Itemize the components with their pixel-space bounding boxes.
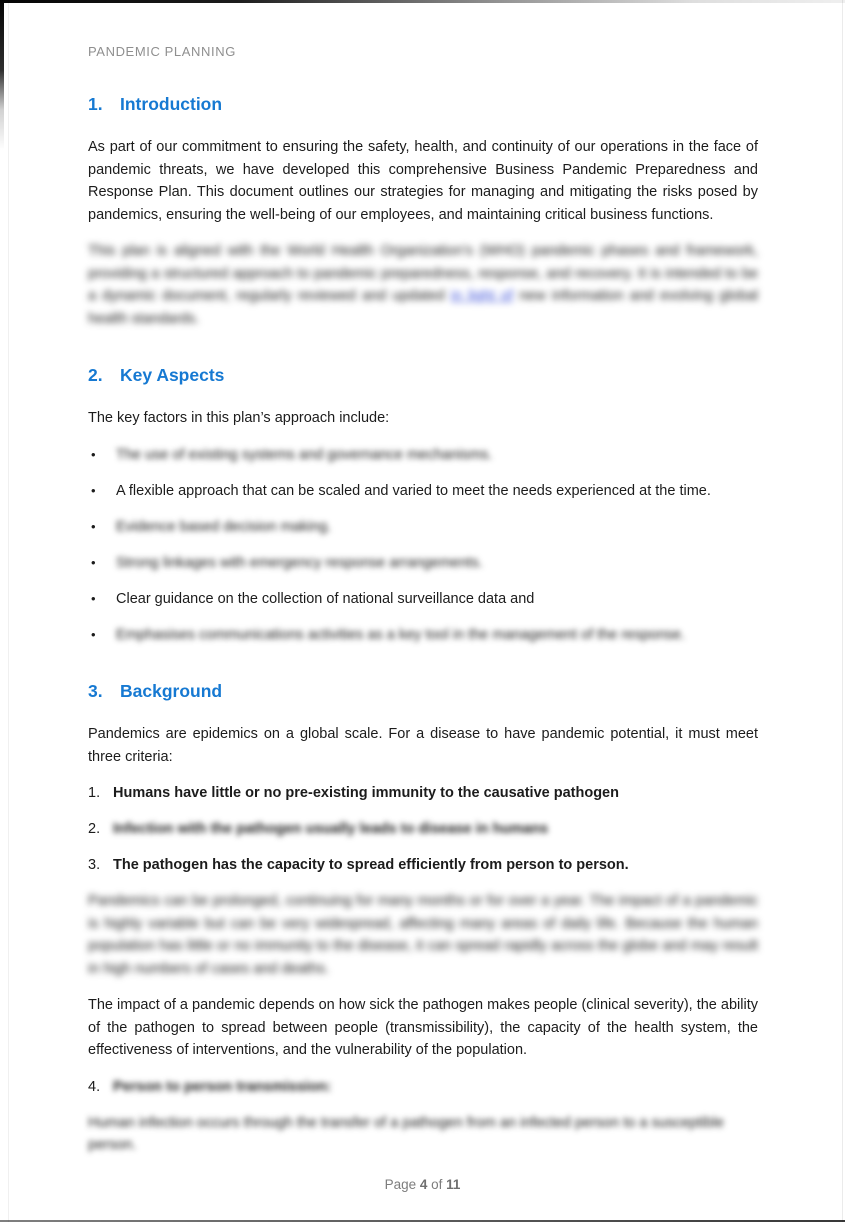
transmission-item [88, 1076, 758, 1099]
criteria-item [88, 782, 758, 805]
background-paragraph-blurred: Pandemics can be prolonged, continuing for many months or for over a year. The impact of a pandemic is highly variable but can be very widespread, affecting many areas of daily life. Because the human population has little or no immunity to the disease, it can spread rapidly across the globe and may result in high numbers of cases and deaths. [88, 893, 758, 977]
criteria-text: Humans have little or no pre-existing immunity to the causative pathogen [113, 785, 619, 801]
item-number: 3. [88, 857, 101, 873]
footer-total-pages: 11 [446, 1177, 461, 1192]
bullet-item [88, 444, 758, 467]
transmission-body-blurred: Human infection occurs through the transfer of a pathogen from an infected person to a susceptible person. [88, 1114, 724, 1153]
bullet-text-blurred: Emphasises communications activities as a key tool in the management of the response. [116, 626, 686, 643]
background-paragraph-impact: The impact of a pandemic depends on how sick the pathogen makes people (clinical severity), the ability of the pathogen to spread between people (transmissibility), the capacity of the health system, the effectiveness of interventions, and the vulnerability of the population. [88, 997, 758, 1058]
bullet-item [88, 588, 758, 611]
section-number: 1. [88, 94, 103, 114]
intro-paragraph-1: As part of our commitment to ensuring the safety, health, and continuity of our operations in the face of pandemic threats, we have developed this comprehensive Business Pandemic Preparedness and Response Plan. This document outlines our strategies for managing and mitigating the risks posed by pandemics, ensuring the well-being of our employees, and maintaining critical business functions. [88, 139, 758, 223]
page-header-title: PANDEMIC PLANNING [88, 44, 236, 59]
section-heading-background [88, 680, 758, 702]
bullet-item [88, 552, 758, 575]
bullet-icon: • [91, 518, 96, 534]
page-edge-line-left [8, 0, 9, 1222]
bullet-icon: • [91, 590, 96, 606]
transmission-heading-blurred: Person to person transmission: [113, 1078, 332, 1095]
intro-paragraph-2-blurred [88, 240, 758, 330]
criteria-text: The pathogen has the capacity to spread efficiently from person to person. [113, 857, 629, 873]
intro-paragraph-2-text-a: This plan is aligned with the World Health Organization’s (WHO) pandemic phases and framework, providing a structured approach to pandemic preparedness, response, and recovery. It is intended to be a dynamic document, regularly reviewed and updated [88, 243, 758, 304]
bullet-icon: • [91, 446, 96, 462]
section-title: Background [120, 681, 223, 701]
item-number: 1. [88, 785, 101, 801]
bullet-item [88, 624, 758, 647]
key-aspects-bullet-list [88, 444, 758, 647]
bullet-icon: • [91, 554, 96, 570]
footer-page-number: 4 [419, 1177, 428, 1192]
background-intro: Pandemics are epidemics on a global scale. For a disease to have pandemic potential, it must meet three criteria: [88, 726, 758, 765]
bullet-icon: • [91, 626, 96, 642]
pandemic-criteria-list [88, 782, 758, 877]
in-light-of-link[interactable]: in light of [450, 288, 513, 304]
footer-label: Page [384, 1177, 420, 1192]
bullet-text-blurred: Strong linkages with emergency response arrangements. [116, 554, 483, 571]
bullet-icon: • [91, 482, 96, 498]
section-heading-introduction [88, 93, 758, 115]
key-aspects-intro: The key factors in this plan’s approach include: [88, 410, 390, 426]
item-number: 4. [88, 1078, 101, 1095]
bullet-item [88, 516, 758, 539]
section-title: Introduction [120, 94, 223, 114]
section-heading-key-aspects [88, 364, 758, 386]
section-title: Key Aspects [120, 365, 225, 385]
bullet-item [88, 480, 758, 503]
criteria-item [88, 854, 758, 877]
page-footer [0, 1177, 845, 1192]
criteria-text-blurred: Infection with the pathogen usually leads to disease in humans [113, 821, 549, 837]
bullet-text-blurred: Evidence based decision making. [116, 518, 332, 535]
page-edge-artifact-top [0, 0, 845, 3]
criteria-item [88, 818, 758, 841]
bullet-text: Clear guidance on the collection of national surveillance data and [116, 590, 535, 607]
page-edge-artifact-left [0, 0, 4, 150]
section-number: 2. [88, 365, 103, 385]
item-number: 2. [88, 821, 101, 837]
intro-paragraph-2-text-b: new information and evolving global health standards. [88, 288, 758, 327]
footer-of-label: of [427, 1177, 447, 1192]
bullet-text-blurred: The use of existing systems and governance mechanisms. [116, 446, 493, 463]
bullet-text: A flexible approach that can be scaled and varied to meet the needs experienced at the time. [116, 482, 711, 499]
section-number: 3. [88, 681, 103, 701]
page-edge-line-right [842, 0, 843, 1222]
